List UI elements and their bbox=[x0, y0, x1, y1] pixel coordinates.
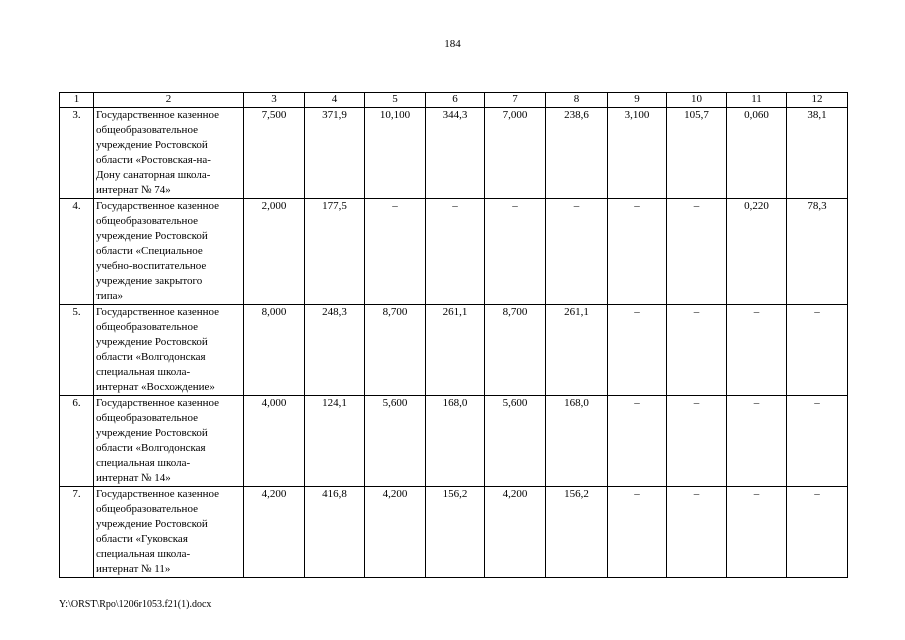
column-header-11: 11 bbox=[727, 93, 787, 108]
institution-name-line: учреждение Ростовской bbox=[96, 230, 208, 242]
value-cell-col-12: – bbox=[787, 396, 848, 487]
value-cell-col-6: 168,0 bbox=[426, 396, 485, 487]
institution-name bbox=[94, 305, 244, 396]
institution-name-line: области «Ростовская-на- bbox=[96, 154, 211, 166]
value-cell-col-8: 238,6 bbox=[546, 108, 608, 199]
value-cell-col-6: 344,3 bbox=[426, 108, 485, 199]
value-cell-col-8: 261,1 bbox=[546, 305, 608, 396]
value-cell-col-11: – bbox=[727, 487, 787, 578]
value-cell-col-6: – bbox=[426, 199, 485, 305]
value-cell-col-12: 38,1 bbox=[787, 108, 848, 199]
value-cell-col-3: 8,000 bbox=[244, 305, 305, 396]
value-cell-col-4: 371,9 bbox=[305, 108, 365, 199]
table-row bbox=[60, 396, 848, 487]
value-cell-col-7: – bbox=[485, 199, 546, 305]
institution-name-line: общеобразовательное bbox=[96, 503, 198, 515]
institution-name-line: учреждение закрытого bbox=[96, 275, 203, 287]
value-cell-col-7: 4,200 bbox=[485, 487, 546, 578]
institution-name-line: специальная школа- bbox=[96, 457, 191, 469]
value-cell-col-10: 105,7 bbox=[667, 108, 727, 199]
institution-name-line: общеобразовательное bbox=[96, 124, 198, 136]
value-cell-col-4: 177,5 bbox=[305, 199, 365, 305]
value-cell-col-4: 416,8 bbox=[305, 487, 365, 578]
value-cell-col-8: 156,2 bbox=[546, 487, 608, 578]
column-header-7: 7 bbox=[485, 93, 546, 108]
value-cell-col-4: 124,1 bbox=[305, 396, 365, 487]
row-number: 7. bbox=[60, 487, 94, 578]
value-cell-col-3: 4,000 bbox=[244, 396, 305, 487]
institution-name-line: учреждение Ростовской bbox=[96, 336, 208, 348]
institution-name-line: учреждение Ростовской bbox=[96, 139, 208, 151]
institution-name-line: Дону санаторная школа- bbox=[96, 169, 211, 181]
institution-name bbox=[94, 396, 244, 487]
row-number: 4. bbox=[60, 199, 94, 305]
value-cell-col-7: 7,000 bbox=[485, 108, 546, 199]
institution-name-line: области «Специальное bbox=[96, 245, 203, 257]
value-cell-col-10: – bbox=[667, 396, 727, 487]
value-cell-col-7: 8,700 bbox=[485, 305, 546, 396]
table-row bbox=[60, 199, 848, 305]
column-header-1: 1 bbox=[60, 93, 94, 108]
value-cell-col-4: 248,3 bbox=[305, 305, 365, 396]
institution-name-line: интернат «Восхождение» bbox=[96, 381, 215, 393]
column-header-5: 5 bbox=[365, 93, 426, 108]
file-path-footer: Y:\ORST\Rpo\1206r1053.f21(1).docx bbox=[59, 599, 212, 610]
value-cell-col-5: 5,600 bbox=[365, 396, 426, 487]
value-cell-col-5: 8,700 bbox=[365, 305, 426, 396]
table-row bbox=[60, 305, 848, 396]
column-header-8: 8 bbox=[546, 93, 608, 108]
institution-name-line: общеобразовательное bbox=[96, 412, 198, 424]
institution-name bbox=[94, 199, 244, 305]
institution-name-line: интернат № 14» bbox=[96, 472, 171, 484]
institution-name-line: Государственное казенное bbox=[96, 306, 220, 318]
table-row bbox=[60, 487, 848, 578]
value-cell-col-3: 7,500 bbox=[244, 108, 305, 199]
institution-name-line: учреждение Ростовской bbox=[96, 427, 208, 439]
value-cell-col-5: 10,100 bbox=[365, 108, 426, 199]
value-cell-col-11: 0,220 bbox=[727, 199, 787, 305]
value-cell-col-12: – bbox=[787, 305, 848, 396]
data-table bbox=[59, 92, 848, 578]
value-cell-col-7: 5,600 bbox=[485, 396, 546, 487]
value-cell-col-11: 0,060 bbox=[727, 108, 787, 199]
row-number: 6. bbox=[60, 396, 94, 487]
value-cell-col-8: 168,0 bbox=[546, 396, 608, 487]
value-cell-col-9: – bbox=[608, 305, 667, 396]
value-cell-col-10: – bbox=[667, 487, 727, 578]
institution-name-line: Государственное казенное bbox=[96, 488, 220, 500]
column-header-12: 12 bbox=[787, 93, 848, 108]
value-cell-col-12: – bbox=[787, 487, 848, 578]
value-cell-col-9: 3,100 bbox=[608, 108, 667, 199]
column-header-6: 6 bbox=[426, 93, 485, 108]
institution-name-line: типа» bbox=[96, 290, 123, 302]
value-cell-col-5: – bbox=[365, 199, 426, 305]
institution-name-line: специальная школа- bbox=[96, 366, 191, 378]
institution-name-line: интернат № 11» bbox=[96, 563, 171, 575]
column-header-4: 4 bbox=[305, 93, 365, 108]
institution-name-line: Государственное казенное bbox=[96, 200, 220, 212]
institution-name-line: Государственное казенное bbox=[96, 397, 220, 409]
institution-name-line: общеобразовательное bbox=[96, 321, 198, 333]
institution-name bbox=[94, 108, 244, 199]
row-number: 3. bbox=[60, 108, 94, 199]
page-number: 184 bbox=[444, 38, 461, 50]
value-cell-col-6: 261,1 bbox=[426, 305, 485, 396]
column-header-9: 9 bbox=[608, 93, 667, 108]
column-header-10: 10 bbox=[667, 93, 727, 108]
value-cell-col-3: 4,200 bbox=[244, 487, 305, 578]
value-cell-col-10: – bbox=[667, 305, 727, 396]
value-cell-col-9: – bbox=[608, 199, 667, 305]
value-cell-col-9: – bbox=[608, 396, 667, 487]
column-header-3: 3 bbox=[244, 93, 305, 108]
institution-name-line: области «Волгодонская bbox=[96, 442, 206, 454]
institution-name-line: интернат № 74» bbox=[96, 184, 171, 196]
institution-name-line: области «Волгодонская bbox=[96, 351, 206, 363]
institution-name-line: общеобразовательное bbox=[96, 215, 198, 227]
institution-name-line: Государственное казенное bbox=[96, 109, 220, 121]
header-row bbox=[60, 93, 848, 108]
value-cell-col-10: – bbox=[667, 199, 727, 305]
value-cell-col-11: – bbox=[727, 305, 787, 396]
value-cell-col-9: – bbox=[608, 487, 667, 578]
value-cell-col-8: – bbox=[546, 199, 608, 305]
row-number: 5. bbox=[60, 305, 94, 396]
value-cell-col-5: 4,200 bbox=[365, 487, 426, 578]
value-cell-col-12: 78,3 bbox=[787, 199, 848, 305]
institution-name-line: области «Гуковская bbox=[96, 533, 188, 545]
column-header-2: 2 bbox=[94, 93, 244, 108]
institution-name-line: специальная школа- bbox=[96, 548, 191, 560]
institution-name-line: учреждение Ростовской bbox=[96, 518, 208, 530]
institution-name bbox=[94, 487, 244, 578]
value-cell-col-11: – bbox=[727, 396, 787, 487]
institution-name-line: учебно-воспитательное bbox=[96, 260, 207, 272]
value-cell-col-6: 156,2 bbox=[426, 487, 485, 578]
table-row bbox=[60, 108, 848, 199]
value-cell-col-3: 2,000 bbox=[244, 199, 305, 305]
